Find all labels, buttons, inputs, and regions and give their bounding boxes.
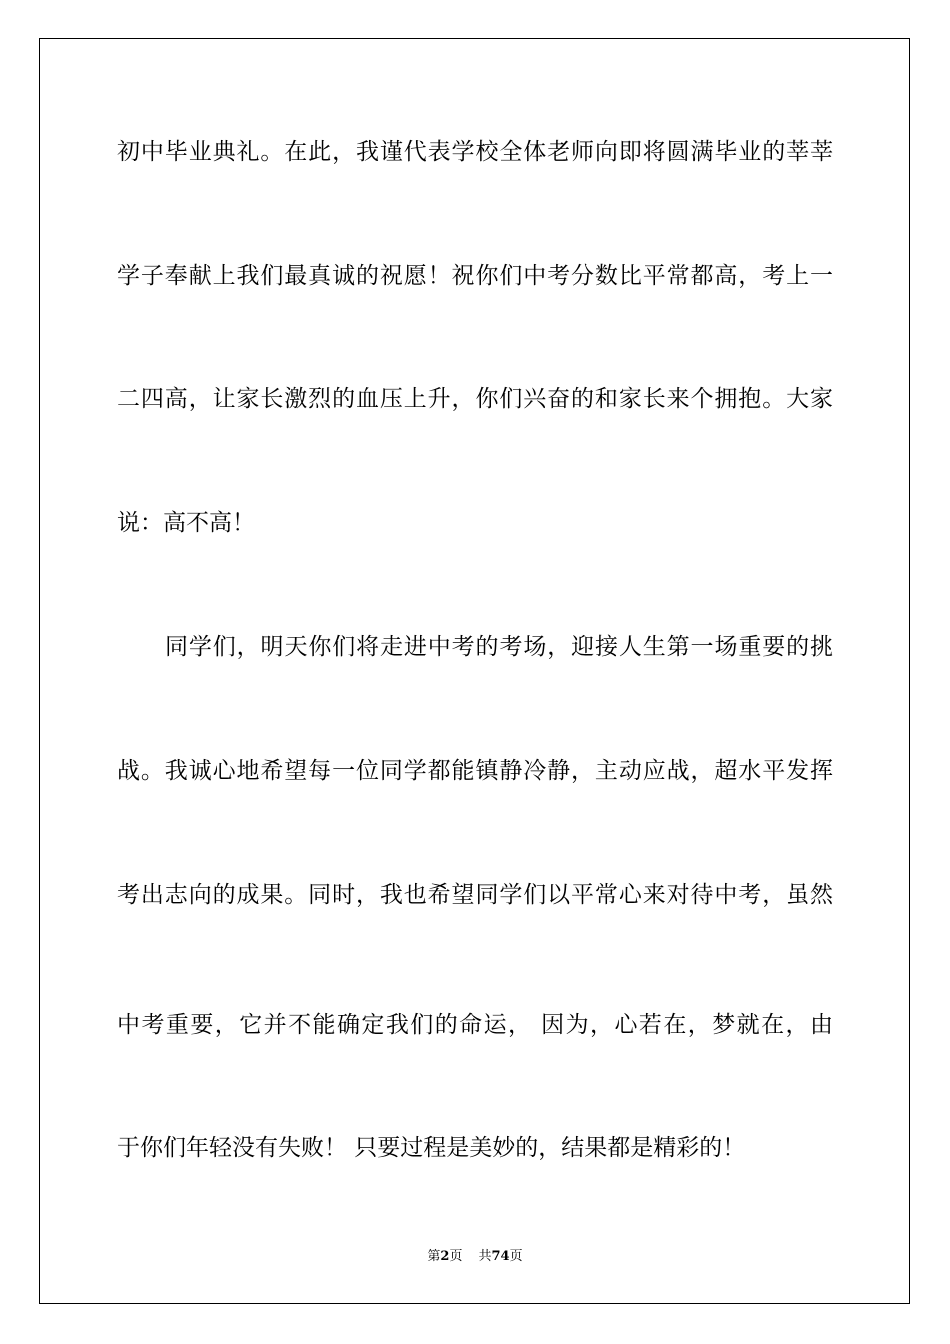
paragraph-line-3: 二四高，让家长激烈的血压上升，你们兴奋的和家长来个拥抱。大家	[117, 386, 833, 412]
page-prefix: 第	[427, 1249, 441, 1264]
paragraph-line-4: 说：高不高！	[117, 510, 255, 536]
page-suffix: 页	[449, 1249, 463, 1264]
paragraph-line-9: 于你们年轻没有失败！ 只要过程是美妙的，结果都是精彩的！	[117, 1135, 746, 1161]
page-footer	[0, 1248, 950, 1266]
total-pages: 74	[491, 1249, 510, 1264]
total-prefix: 共	[478, 1249, 492, 1264]
paragraph-line-7: 考出志向的成果。同时，我也希望同学们以平常心来对待中考，虽然	[117, 882, 833, 908]
paragraph-line-6: 战。我诚心地希望每一位同学都能镇静冷静，主动应战，超水平发挥	[117, 758, 833, 784]
paragraph-line-2: 学子奉献上我们最真诚的祝愿！祝你们中考分数比平常都高，考上一	[117, 263, 833, 289]
paragraph-line-5: 同学们，明天你们将走进中考的考场，迎接人生第一场重要的挑	[165, 634, 833, 660]
page-border	[39, 38, 910, 1304]
paragraph-line-1: 初中毕业典礼。在此，我谨代表学校全体老师向即将圆满毕业的莘莘	[117, 139, 833, 165]
page-number: 2	[440, 1249, 450, 1264]
total-suffix: 页	[509, 1249, 523, 1264]
paragraph-line-8: 中考重要，它并不能确定我们的命运， 因为，心若在，梦就在，由	[117, 1012, 833, 1038]
